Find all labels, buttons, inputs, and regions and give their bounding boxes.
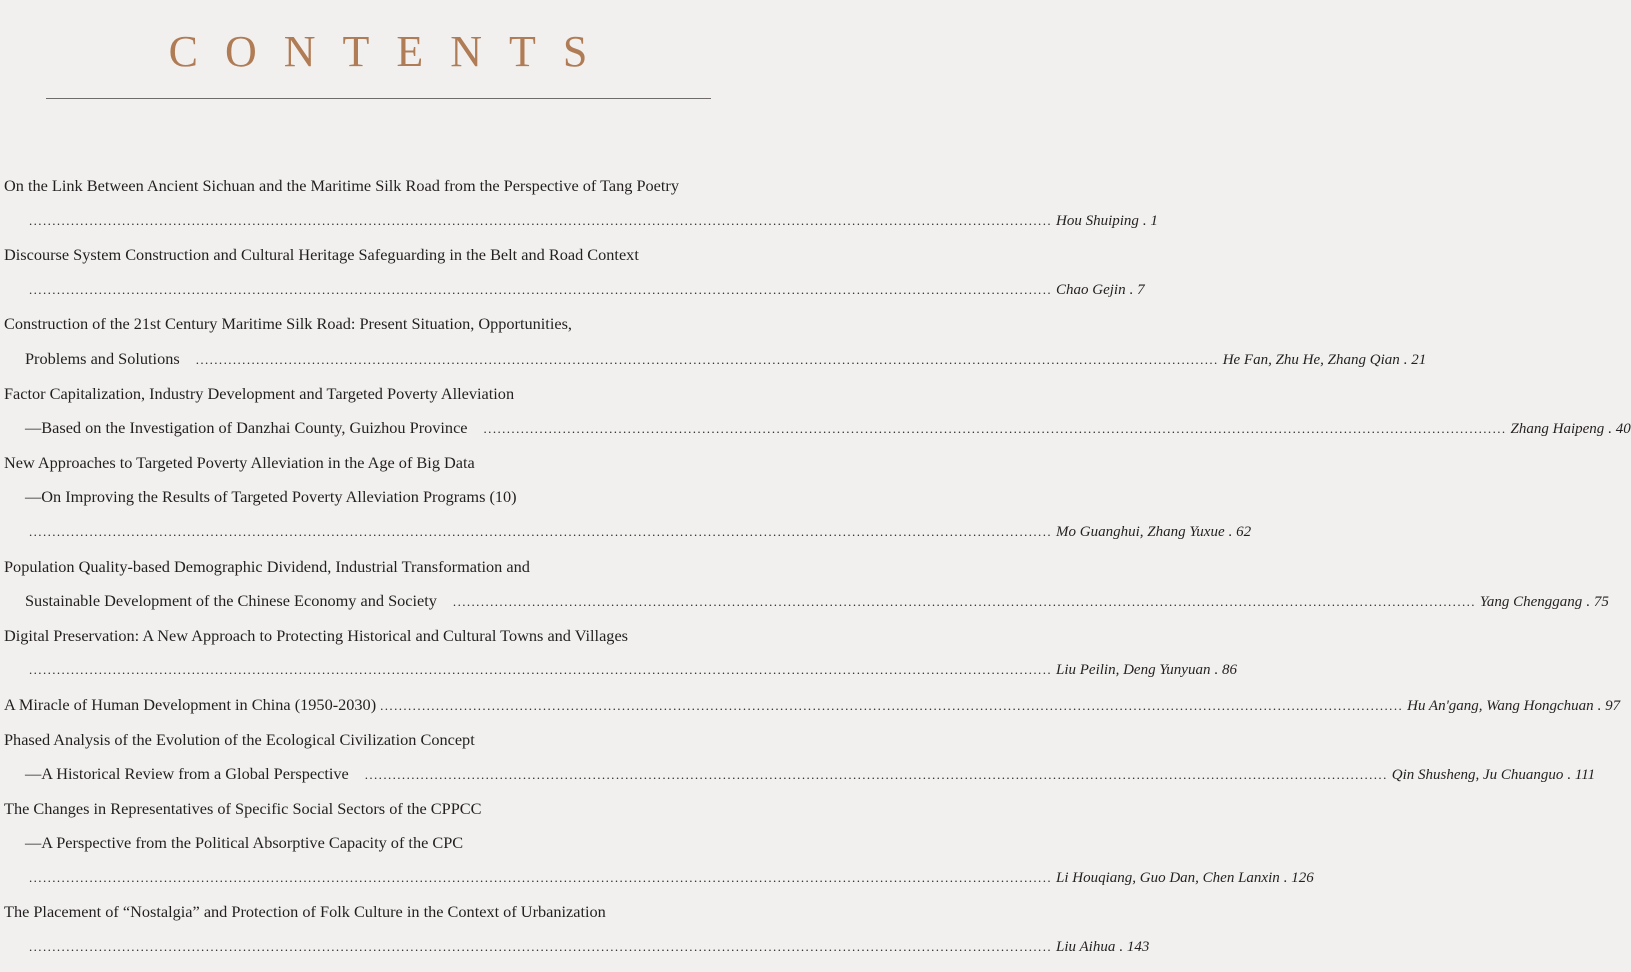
dot-leader: ............................................................................................................................................................................................................................ <box>483 421 1507 437</box>
entry-page-number[interactable]: . 1 <box>1142 212 1158 229</box>
title-divider <box>46 98 711 99</box>
entry-title-continuation: Sustainable Development of the Chinese Economy and Society <box>25 591 437 611</box>
entry-title: Phased Analysis of the Evolution of the Ecological Civilization Concept <box>4 729 475 749</box>
dot-leader: ............................................................................................................................................................................................................................ <box>29 869 1052 885</box>
dot-leader: ............................................................................................................................................................................................................................ <box>29 212 1052 228</box>
entry-title: On the Link Between Ancient Sichuan and the Maritime Silk Road from the Perspective of Tang Poetry <box>4 176 679 195</box>
entry-page-number[interactable]: . 143 <box>1119 939 1150 956</box>
entry-author: Hou Shuiping <box>1056 212 1139 229</box>
entry-reference-row <box>0 658 1237 693</box>
entry-title-continuation: Problems and Solutions <box>25 348 180 368</box>
dot-leader: ............................................................................................................................................................................................................................ <box>29 939 1052 955</box>
entry-reference-row <box>0 589 1609 624</box>
toc-entry[interactable] <box>0 900 1150 969</box>
entry-author: Hu An'gang, Wang Hongchuan <box>1407 697 1594 714</box>
entry-reference-row <box>0 935 1150 970</box>
entry-page-number[interactable]: . 86 <box>1214 662 1237 679</box>
toc-entry[interactable] <box>0 451 1252 555</box>
entry-title: The Changes in Representatives of Specific Social Sectors of the CPPCC <box>4 798 482 818</box>
dot-leader: ............................................................................................................................................................................................................................ <box>29 523 1052 539</box>
dot-leader: ............................................................................................................................................................................................................................ <box>195 351 1219 367</box>
entry-title: Digital Preservation: A New Approach to Protecting Historical and Cultural Towns and Villages <box>4 625 629 645</box>
entry-subtitle: —On Improving the Results of Targeted Poverty Alleviation Programs (10) <box>25 487 517 507</box>
dot-leader: ............................................................................................................................................................................................................................ <box>380 697 1404 713</box>
entry-author: Mo Guanghui, Zhang Yuxue <box>1056 523 1225 540</box>
entry-title: Discourse System Construction and Cultural Heritage Safeguarding in the Belt and Road Context <box>4 245 639 265</box>
entry-title: A Miracle of Human Development in China (1950-2030) <box>4 694 377 714</box>
entry-author: Yang Chenggang <box>1479 594 1583 611</box>
entry-title: Population Quality-based Demographic Dividend, Industrial Transformation and <box>4 556 530 576</box>
entry-reference-row <box>0 866 1314 901</box>
entry-page-number[interactable]: . 21 <box>1403 351 1427 368</box>
entry-title: The Placement of “Nostalgia” and Protection of Folk Culture in the Context of Urbanization <box>4 902 606 922</box>
dot-leader: ............................................................................................................................................................................................................................ <box>29 281 1052 297</box>
entry-author: Qin Shusheng, Ju Chuanguo <box>1391 767 1564 784</box>
entry-author: He Fan, Zhu He, Zhang Qian <box>1222 351 1400 368</box>
entry-reference-row <box>0 693 1621 728</box>
entry-reference-row <box>0 209 1158 244</box>
toc-entry[interactable] <box>0 382 1631 451</box>
toc-entry[interactable] <box>0 312 1427 381</box>
toc-entry[interactable] <box>0 728 1596 797</box>
toc-entry[interactable] <box>0 624 1237 693</box>
entry-page-number[interactable]: . 40 <box>1608 421 1631 438</box>
entry-page-number[interactable]: . 126 <box>1283 869 1314 886</box>
entry-page-number[interactable]: . 62 <box>1228 523 1252 540</box>
dot-leader: ............................................................................................................................................................................................................................ <box>364 767 1388 783</box>
entry-author: Liu Aihua <box>1056 939 1116 956</box>
page-title: CONTENTS <box>168 27 615 76</box>
toc-entry[interactable] <box>0 555 1609 624</box>
entry-reference-row <box>0 416 1631 451</box>
entry-page-number[interactable]: . 75 <box>1586 594 1609 611</box>
entry-reference-row <box>0 278 1145 313</box>
entry-page-number[interactable]: . 111 <box>1567 767 1596 784</box>
toc-entry[interactable] <box>0 797 1314 901</box>
toc-entry[interactable] <box>0 174 1158 243</box>
entry-title-continuation: —Based on the Investigation of Danzhai County, Guizhou Province <box>25 418 468 438</box>
entry-reference-row <box>0 347 1427 382</box>
dot-leader: ............................................................................................................................................................................................................................ <box>452 594 1476 610</box>
toc-entry[interactable] <box>0 693 1621 728</box>
entry-title-continuation: —A Historical Review from a Global Perspective <box>25 764 349 784</box>
entry-title: Factor Capitalization, Industry Development and Targeted Poverty Alleviation <box>4 383 515 403</box>
toc-entry[interactable] <box>0 243 1145 312</box>
entry-author: Zhang Haipeng <box>1510 421 1605 438</box>
entry-reference-row <box>0 762 1596 797</box>
entry-page-number[interactable]: . 97 <box>1597 697 1621 714</box>
entry-page-number[interactable]: . 7 <box>1129 281 1145 298</box>
entry-author: Li Houqiang, Guo Dan, Chen Lanxin <box>1056 869 1280 886</box>
entry-author: Chao Gejin <box>1056 281 1126 298</box>
entry-title: Construction of the 21st Century Maritime Silk Road: Present Situation, Opportunities, <box>4 314 572 334</box>
entry-reference-row <box>0 520 1252 555</box>
table-of-contents <box>0 174 1631 970</box>
entry-author: Liu Peilin, Deng Yunyuan <box>1056 662 1211 679</box>
dot-leader: ............................................................................................................................................................................................................................ <box>29 662 1052 678</box>
entry-subtitle: —A Perspective from the Political Absorptive Capacity of the CPC <box>25 833 464 853</box>
entry-title: New Approaches to Targeted Poverty Alleviation in the Age of Big Data <box>4 452 475 472</box>
